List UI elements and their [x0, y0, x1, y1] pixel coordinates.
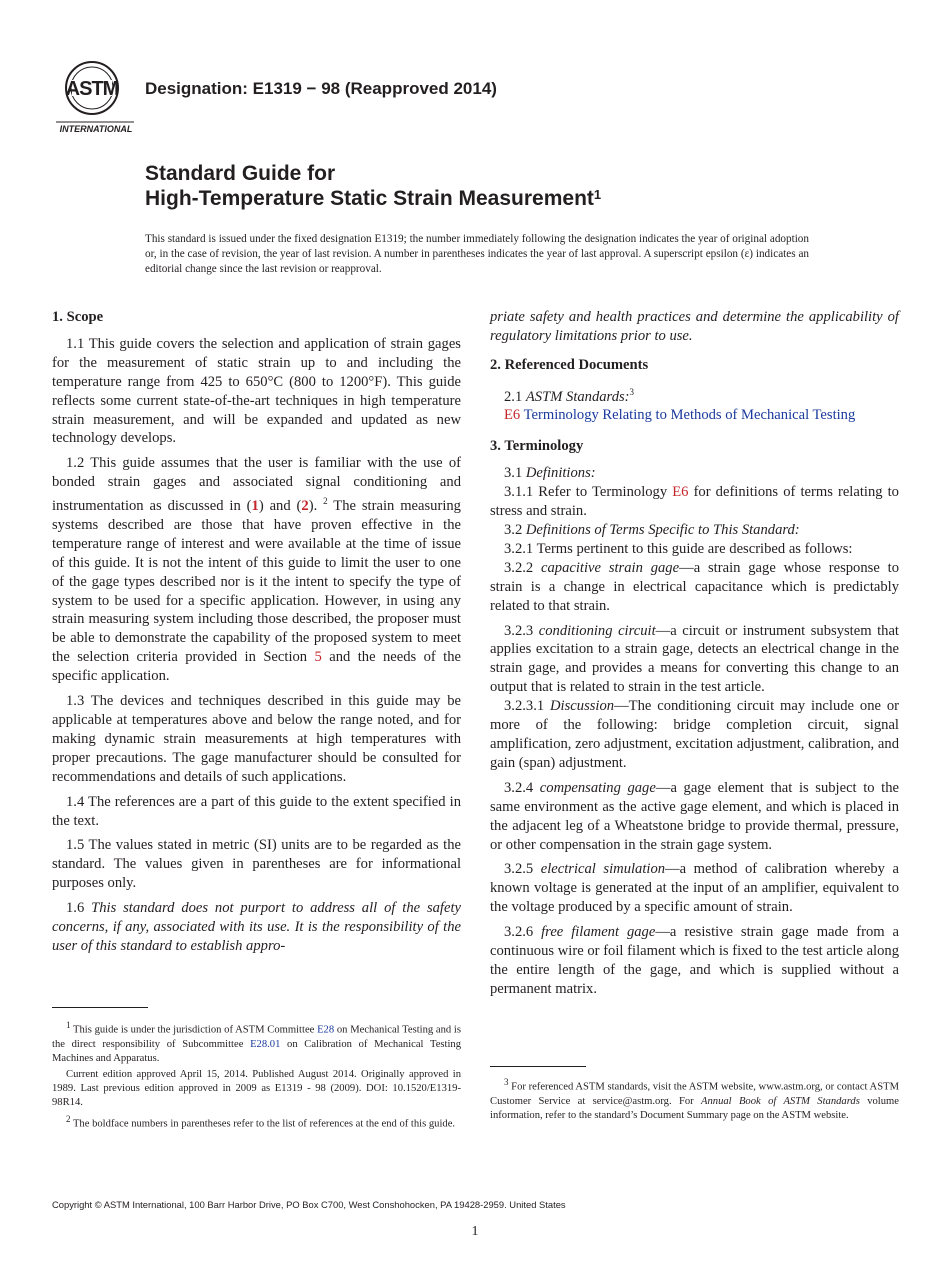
- standard-title-link-e6[interactable]: Terminology Relating to Methods of Mechanical Testing: [523, 407, 856, 424]
- paragraph-1-1: 1.1 This guide covers the selection and application of strain gages for the measurement of static strain up to and including the temperature range from 425 to 650°C (800 to 1200°F). This guide reflects some current state-of-the-art techniques in high temperature strain measurement, and will be expanded and updated as new technology develops.: [52, 335, 461, 447]
- paragraph-2-1: 2.1 ASTM Standards:$^3$: [504, 386, 635, 405]
- reference-link-1[interactable]: 1: [251, 498, 259, 515]
- page-number: 1: [471, 1224, 479, 1239]
- designation: Designation: E1319 − 98 (Reapproved 2014): [145, 79, 497, 98]
- copyright-notice: Copyright © ASTM International, 100 Barr Harbor Drive, PO Box C700, West Conshohocken, PA 19428-2959. United States: [52, 1199, 566, 1210]
- paragraph-3-2: 3.2 Definitions of Terms Specific to This Standard:: [504, 522, 800, 539]
- paragraph-3-2-2: 3.2.2 capacitive strain gage—a strain gage whose response to strain is a change in electrical capacitance which is predictably related to that strain.: [490, 559, 899, 614]
- paragraph-3-2-1: 3.2.1 Terms pertinent to this guide are described as follows:: [504, 540, 853, 557]
- footnote-mark-2: 2: [323, 496, 328, 507]
- standard-link-e6[interactable]: E6: [504, 407, 521, 424]
- paragraph-1-4: 1.4 The references are a part of this guide to the extent specified in the text.: [52, 793, 461, 829]
- document-title: [145, 161, 601, 211]
- terminology-link-e6[interactable]: E6: [672, 484, 689, 501]
- right-column: [490, 308, 899, 1005]
- left-column: [52, 308, 461, 962]
- footnote-2: $^2$ The boldface numbers in parentheses refer to the list of references at the end of this guide.: [66, 1113, 456, 1130]
- title-line-2: High-Temperature Static Strain Measurement$^1$: [145, 187, 602, 210]
- paragraph-3-1-1: 3.1.1 Refer to Terminology E6 for definitions of terms relating to stress and strain.: [490, 484, 899, 520]
- footnote-3: $^3$ For referenced ASTM standards, visit the ASTM website, www.astm.org, or contact ASTM Customer Service at service@astm.org. For Annual Book of ASTM Standards volume information, refer to the standard’s Document Summary page on the ASTM website.: [490, 1077, 899, 1121]
- paragraph-1-2: 1.2 This guide assumes that the user is familiar with the use of bonded strain gages and associated signal conditioning and instrumentation as discussed in (1) and (2). $^2$ The strain measuring systems described are those that have proven effective in the temperature range of interest and were available at the time of issue of this guide. It is not the intent of this guide to limit the user to one of the gage types described nor is it the intent to specify the type of system to be used for a specific application. However, in using any strain measuring system including those described, the proposer must be able to demonstrate the capability of the proposed system to meet the selection criteria provided in Section 5 and the needs of the specific application.: [52, 455, 462, 685]
- paragraph-3-2-5: 3.2.5 electrical simulation—a method of calibration whereby a known voltage is generated at the input of an amplifier, equivalent to the voltage produced by a specific amount of strain.: [490, 861, 899, 916]
- paragraph-3-1: 3.1 Definitions:: [504, 465, 596, 482]
- svg-text:ASTM: ASTM: [65, 78, 119, 100]
- footnotes-left: [52, 1018, 461, 1133]
- paragraph-3-2-6: 3.2.6 free filament gage—a resistive strain gage made from a continuous wire or foil filament which is fixed to the test article along the entire length of the gage, and which is supplied without a permanent matrix.: [490, 924, 900, 997]
- paragraph-3-2-3: 3.2.3 conditioning circuit—a circuit or instrument subsystem that applies excitation to a strain gage, detects an electrical change in the strain gage, and provides a means for converting this change to an output that is related to strain in the test article.: [490, 622, 899, 696]
- title-footnote-mark: 1: [593, 187, 602, 202]
- footnotes-right: [490, 1075, 899, 1125]
- terminology-heading: 3. Terminology: [490, 438, 584, 455]
- title-line-1: Standard Guide for: [145, 162, 336, 185]
- referenced-documents-heading: 2. Referenced Documents: [490, 356, 649, 373]
- footnote-1-edition: Current edition approved April 15, 2014. Published August 2014. Originally approved in 1989. Last previous edition approved in 2009 as E1319 - 98 (2009). DOI: 10.1520/E1319-98R14.: [52, 1068, 461, 1108]
- paragraph-1-5: 1.5 The values stated in metric (SI) units are to be regarded as the standard. The values given in parentheses are for informational purposes only.: [52, 837, 461, 892]
- footnote-1: $^1$ This guide is under the jurisdiction of ASTM Committee E28 on Mechanical Testing and is the direct responsibility of Subcommittee E28.01 on Calibration of Mechanical Testing Machines and Apparatus.: [52, 1020, 462, 1064]
- svg-text:INTERNATIONAL: INTERNATIONAL: [59, 124, 133, 134]
- section-link-5[interactable]: 5: [314, 649, 322, 666]
- paragraph-1-6-continued: priate safety and health practices and determine the applicability of regulatory limitations prior to use.: [490, 309, 899, 344]
- scope-heading: 1. Scope: [52, 309, 104, 325]
- paragraph-1-6: 1.6 This standard does not purport to address all of the safety concerns, if any, associated with its use. It is the responsibility of the user of this standard to establish appro-: [52, 900, 461, 954]
- intro-paragraph: This standard is issued under the fixed designation E1319; the number immediately following the designation indicates the year of original adoption or, in the case of revision, the year of last revision. A number in parentheses indicates the year of last approval. A superscript epsilon (ε) indicates an editorial change since the last revision or reapproval.: [145, 233, 809, 275]
- astm-logo: [52, 58, 136, 136]
- footnote-rule: [52, 1007, 148, 1008]
- footnote-mark-3: 3: [629, 386, 635, 397]
- footnote-rule-right: [490, 1066, 586, 1067]
- subcommittee-link-e28-01[interactable]: E28.01: [250, 1038, 281, 1050]
- paragraph-3-2-3-1: 3.2.3.1 Discussion—The conditioning circuit may include one or more of the following: bridge completion circuit, signal amplification, zero adjustment, excitation adjustment, calibration, and gain (span) adjustment.: [490, 698, 900, 771]
- committee-link-e28[interactable]: E28: [317, 1024, 335, 1036]
- referenced-standard-e6: [490, 406, 899, 425]
- paragraph-3-2-4: 3.2.4 compensating gage—a gage element that is subject to the same environment as the active gage element, and which is placed in the adjacent leg of a Wheatstone bridge to provide thermal, pressure, or other compensation in the strain gage system.: [490, 779, 899, 853]
- paragraph-1-3: 1.3 The devices and techniques described in this guide may be applicable at temperatures above and below the range noted, and for making dynamic strain measurements at high temperatures with proper precautions. The gage manufacturer should be consulted for recommendations and details of such applications.: [52, 693, 461, 785]
- reference-link-2[interactable]: 2: [301, 498, 309, 515]
